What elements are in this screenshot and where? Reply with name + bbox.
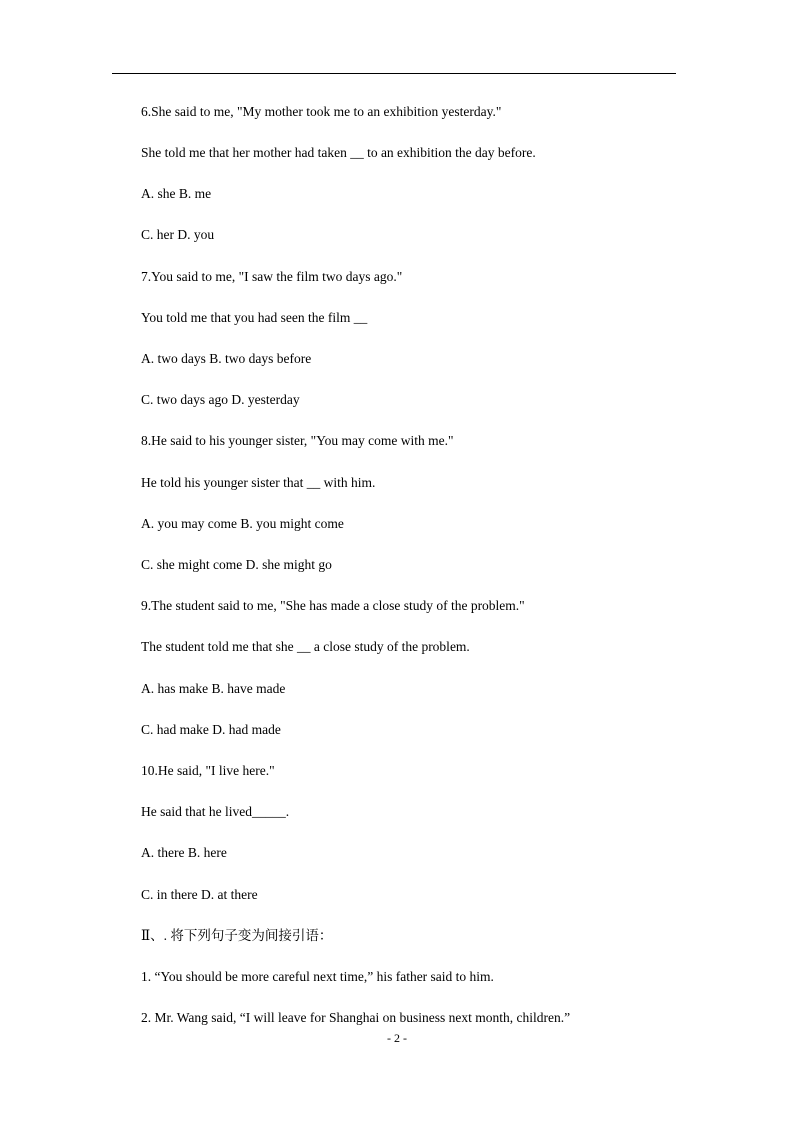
question-7-sentence: You told me that you had seen the film __ <box>141 310 368 325</box>
question-8-options-cd: C. she might come D. she might go <box>141 557 332 572</box>
question-9-options-ab: A. has make B. have made <box>141 681 286 696</box>
question-6-sentence: She told me that her mother had taken __ to an exhibition the day before. <box>141 145 536 160</box>
question-6-options-cd: C. her D. you <box>141 227 215 242</box>
question-9-sentence: The student told me that she __ a close study of the problem. <box>141 639 470 654</box>
question-9-stem: 9.The student said to me, "She has made a close study of the problem." <box>141 598 525 613</box>
section-2-heading: Ⅱ、. 将下列句子变为间接引语： <box>141 928 333 943</box>
question-6-stem: 6.She said to me, "My mother took me to an exhibition yesterday." <box>141 104 502 119</box>
question-8-stem: 8.He said to his younger sister, "You may come with me." <box>141 433 454 448</box>
question-7-stem: 7.You said to me, "I saw the film two days ago." <box>141 269 403 284</box>
section-2-item-1: 1. “You should be more careful next time,” his father said to him. <box>141 969 494 984</box>
question-10-stem: 10.He said, "I live here." <box>141 763 275 778</box>
question-10-options-cd: C. in there D. at there <box>141 887 258 902</box>
section-2-item-2: 2. Mr. Wang said, “I will leave for Shanghai on business next month, children.” <box>141 1010 571 1025</box>
question-8-options-ab: A. you may come B. you might come <box>141 516 344 531</box>
question-8-sentence: He told his younger sister that __ with him. <box>141 475 376 490</box>
question-10-options-ab: A. there B. here <box>141 845 227 860</box>
question-7-options-ab: A. two days B. two days before <box>141 351 312 366</box>
question-7-options-cd: C. two days ago D. yesterday <box>141 392 300 407</box>
question-6-options-ab: A. she B. me <box>141 186 212 201</box>
page-number: - 2 - <box>387 1031 407 1045</box>
question-9-options-cd: C. had make D. had made <box>141 722 281 737</box>
question-10-sentence: He said that he lived_____. <box>141 804 290 819</box>
header-rule <box>112 73 676 74</box>
